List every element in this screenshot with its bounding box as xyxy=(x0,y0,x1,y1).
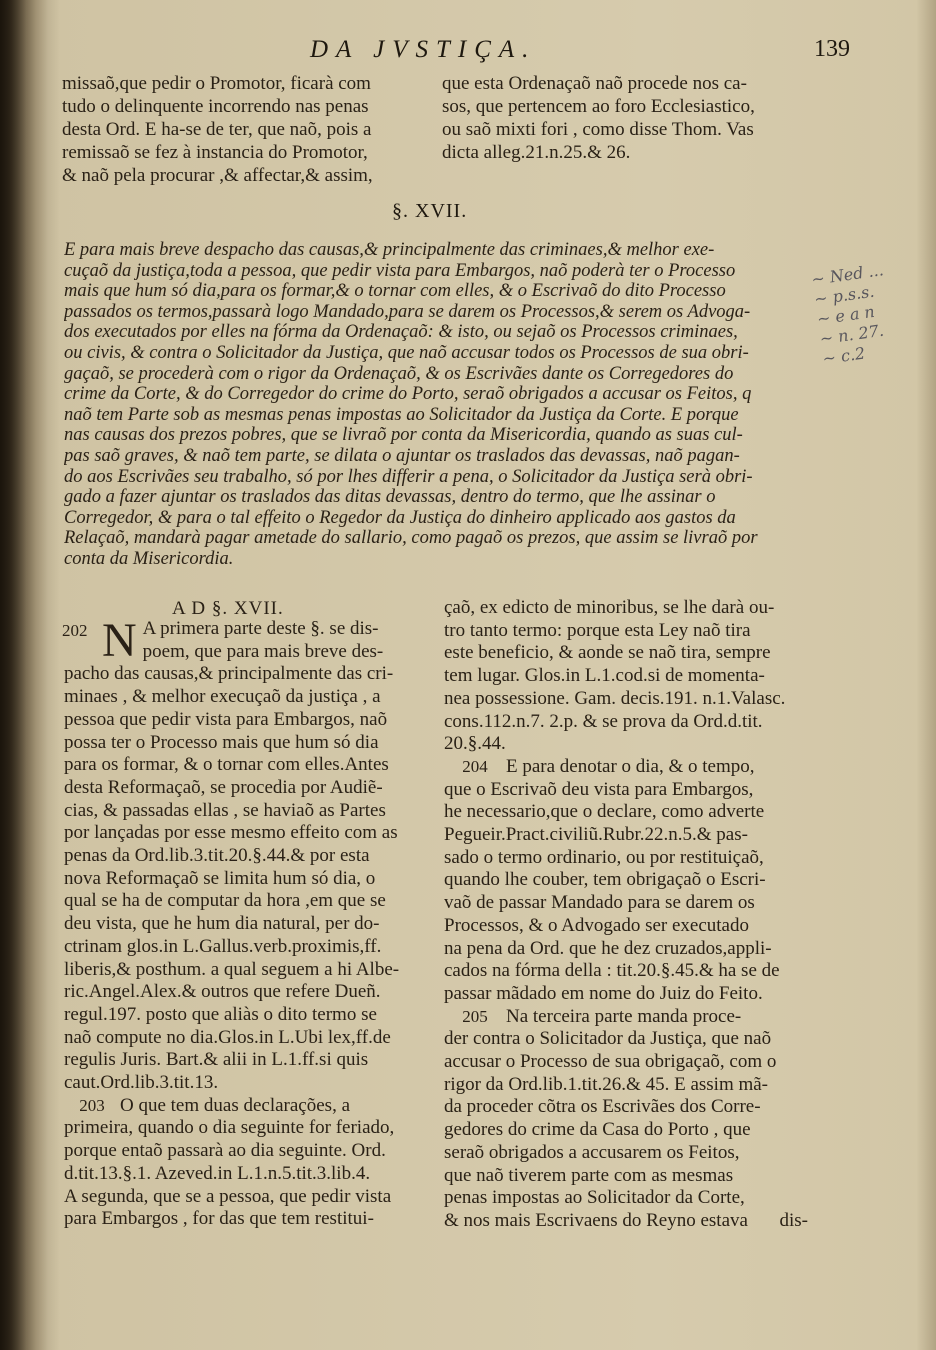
text-line: regulis Juris. Bart.& alii in L.1.ff.si quis xyxy=(64,1049,369,1071)
text-line: çaõ, ex edicto de minoribus, se lhe darà ou- xyxy=(444,597,775,618)
text-line: que esta Ordenaçaõ naõ procede nos ca- xyxy=(442,73,747,94)
text-line: ctrinam glos.in L.Gallus.verb.proximis,ff. xyxy=(64,935,382,957)
paragraph-number: 203 xyxy=(79,1095,105,1115)
text-line: 205 Na terceira parte manda proce- xyxy=(444,1006,824,1029)
law-line: E para mais breve despacho das causas,& principalmente das criminaes,& melhor exe- xyxy=(64,240,715,260)
law-line: naõ tem Parte sob as mesmas penas impostas ao Solicitador da Justiça da Corte. E porque xyxy=(64,404,739,425)
law-line: Relaçaõ, mandarà pagar ametade do sallario, como pagaõ os prezos, que assim se livraõ por xyxy=(64,528,758,549)
commentary-heading: A D §. XVII. xyxy=(172,598,284,619)
drop-cap: N xyxy=(102,614,137,667)
law-line: conta da Misericordia. xyxy=(64,548,234,569)
text-line: cias, & passadas ellas , se haviaõ as Partes xyxy=(64,799,386,821)
text-line: quando lhe couber, tem obrigaçaõ o Escri- xyxy=(444,869,766,891)
law-line: Corregedor, & para o tal effeito o Regedor da Justiça do dinheiro applicado aos gastos da xyxy=(64,507,736,528)
text-line: tro tanto termo: porque esta Ley naõ tira xyxy=(444,619,751,641)
text-line: he necessario,que o declare, como adverte xyxy=(444,801,765,823)
text-line: 20.§.44. xyxy=(444,733,506,755)
text-line: poem, que para mais breve des- xyxy=(142,640,384,662)
commentary-left-column xyxy=(62,614,428,1231)
law-line: gado a fazer ajuntar os traslados das ditas devassas, dentro do termo, que lhe assinar o xyxy=(64,487,716,508)
law-line: crime da Corte, & do Corregedor do crime do Porto, seraõ obrigados a accusar os Feitos, q xyxy=(64,384,752,405)
page-header xyxy=(60,36,850,68)
paragraph-204 xyxy=(444,756,824,1006)
law-line: ou civis, & contra o Solicitador da Justiça, que naõ accusar todos os Processos de sua obri- xyxy=(64,342,749,363)
law-line: passados os termos,passarà logo Mandado,para se darem os Processos,& serem os Advoga- xyxy=(64,301,751,322)
text-line: ou saõ mixti fori , como disse Thom. Vas xyxy=(442,119,754,140)
text-line: penas da Ord.lib.3.tit.20.§.44.& por esta xyxy=(64,845,370,867)
paragraph-number: 205 xyxy=(462,1006,488,1026)
text-line: Pegueir.Pract.civiliũ.Rubr.22.n.5.& pas- xyxy=(444,824,748,846)
text-line: rigor da Ord.lib.1.tit.26.& 45. E assim mã- xyxy=(444,1073,769,1095)
text-line: penas impostas ao Solicitador da Corte, xyxy=(444,1187,745,1209)
text-line: sado o termo ordinario, ou por restituiçaõ, xyxy=(444,846,764,868)
text-line: minaes , & melhor execuçaõ da justiça , a xyxy=(64,686,381,708)
text-line: da proceder cõtra os Escrivães dos Corre- xyxy=(444,1096,761,1118)
text-line: missaõ,que pedir o Promotor, ficarà com xyxy=(62,73,371,94)
law-line: gaçaõ, se procederà com o rigor da Ordenaçaõ, & os Escrivães dante os Corregedores do xyxy=(64,363,734,384)
text-line: seraõ obrigados a accusarem os Feitos, xyxy=(444,1141,740,1163)
text-line: sos, que pertencem ao foro Ecclesiastico, xyxy=(442,96,755,117)
text-line: qual se ha de computar da hora ,em que se xyxy=(64,890,386,912)
text-line: A primera parte deste §. se dis- xyxy=(142,618,379,639)
handwritten-marginal-note: ~ Ned ... ~ p.s.s. ~ e a n ~ n. 27. ~ c.2 xyxy=(810,260,885,369)
text-line: porque entaõ passarà ao dia seguinte. Ord. xyxy=(64,1140,386,1162)
law-text-block xyxy=(64,240,812,570)
text-line: nea possessione. Gam. decis.191. n.1.Valasc. xyxy=(444,687,786,709)
paragraph-203 xyxy=(64,1095,428,1231)
text-line: este beneficio, & aonde se naõ tira, sempre xyxy=(444,642,771,664)
law-line: do aos Escrivães seu trabalho, só por lhes differir a pena, o Solicitador da Justiça serà obri- xyxy=(64,466,753,487)
text-line: liberis,& posthum. a qual seguem a hi Albe- xyxy=(64,958,400,980)
text-line: tudo o delinquente incorrendo nas penas xyxy=(62,96,369,117)
text-line: passar mãdado em nome do Juiz do Feito. xyxy=(444,982,763,1004)
text-line: por lançadas por esse mesmo effeito com as xyxy=(64,822,398,844)
paragraph-202 xyxy=(62,614,428,1095)
text-line: gedores do crime da Casa do Porto , que xyxy=(444,1119,751,1141)
text-line: possa ter o Processo mais que hum só dia xyxy=(64,731,379,753)
text-line: cons.112.n.7. 2.p. & se prova da Ord.d.tit. xyxy=(444,710,763,732)
law-line: cuçaõ da justiça,toda a pessoa, que pedir vista para Embargos, naõ poderà ter o Processo xyxy=(64,260,736,281)
paragraph-number: 204 xyxy=(462,756,488,776)
continued-text xyxy=(444,597,824,756)
text-line: vaõ de passar Mandado para se darem os xyxy=(444,892,755,914)
text-line: ric.Angel.Alex.& outros que refere Dueñ. xyxy=(64,981,381,1003)
text-line: cados na fórma della : tit.20.§.45.& ha se de xyxy=(444,960,780,982)
text-line: pessoa que pedir vista para Embargos, naõ xyxy=(64,708,388,730)
text-line: pacho das causas,& principalmente das cri- xyxy=(64,663,394,685)
page-number: 139 xyxy=(814,36,850,62)
top-left-column xyxy=(62,72,422,187)
text-line: tem lugar. Glos.in L.1.cod.si de momenta- xyxy=(444,665,765,687)
gutter-shadow xyxy=(0,0,60,1350)
text-line: caut.Ord.lib.3.tit.13. xyxy=(64,1072,219,1094)
text-line: para os formar, & o tornar com elles.Antes xyxy=(64,754,389,776)
running-title: DA JVSTIÇA. xyxy=(310,36,537,63)
top-right-column xyxy=(442,72,822,164)
catchword: dis- xyxy=(779,1210,808,1231)
text-line: A segunda, que se a pessoa, que pedir vista xyxy=(64,1185,392,1207)
text-line: nova Reformaçaõ se limita hum só dia, o xyxy=(64,867,376,889)
text-line: regul.197. posto que aliàs o dito termo se xyxy=(64,1003,377,1025)
text-line: der contra o Solicitador da Justiça, que naõ xyxy=(444,1028,772,1050)
text-line: & nos mais Escrivaens do Reyno estava xyxy=(444,1209,748,1231)
text-line: que naõ tiverem parte com as mesmas xyxy=(444,1164,734,1186)
text-line: d.tit.13.§.1. Azeved.in L.1.n.5.tit.3.lib.4. xyxy=(64,1162,371,1184)
text-line: Processos, & o Advogado ser executado xyxy=(444,914,749,936)
law-line: mais que hum só dia,para os formar,& o tornar com elles, & o Escrivaõ do dito Processo xyxy=(64,281,726,302)
text-line: dicta alleg.21.n.25.& 26. xyxy=(442,142,631,163)
text-line: 203 O que tem duas declarações, a xyxy=(64,1095,428,1118)
text-line: remissaõ se fez à instancia do Promotor, xyxy=(62,142,368,163)
law-line: nas causas dos prezos pobres, que se livraõ por conta da Misericordia, quando as suas cul- xyxy=(64,425,743,446)
law-line: pas saõ graves, & naõ tem parte, se dilata o ajuntar os traslados das devassas, naõ pagan- xyxy=(64,445,740,466)
text-line: que o Escrivaõ deu vista para Embargos, xyxy=(444,778,754,800)
text-line: accusar o Processo de sua obrigaçaõ, com o xyxy=(444,1051,777,1073)
commentary-right-column xyxy=(444,597,824,1233)
text-line: deu vista, que he hum dia natural, per do- xyxy=(64,913,380,935)
section-heading: §. XVII. xyxy=(392,200,468,222)
paragraph-number: 202 xyxy=(62,621,88,640)
text-line: primeira, quando o dia seguinte for feriado, xyxy=(64,1117,395,1139)
text-line: na pena da Ord. que he dez cruzados,appli- xyxy=(444,937,772,959)
text-line: naõ compute no dia.Glos.in L.Ubi lex,ff.de xyxy=(64,1026,391,1048)
text-line: desta Ord. E ha-se de ter, que naõ, pois a xyxy=(62,119,372,140)
law-line: dos executados por elles na fórma da Ordenaçaõ: & isto, ou sejaõ os Processos criminaes, xyxy=(64,322,738,343)
text-line: 204 E para denotar o dia, & o tempo, xyxy=(444,756,824,779)
paragraph-205 xyxy=(444,1006,824,1233)
text-line: desta Reformaçaõ, se procedia por Audiẽ- xyxy=(64,776,383,798)
text-line: & naõ pela procurar ,& affectar,& assim, xyxy=(62,165,373,186)
text-line: para Embargos , for das que tem restitui- xyxy=(64,1208,374,1230)
